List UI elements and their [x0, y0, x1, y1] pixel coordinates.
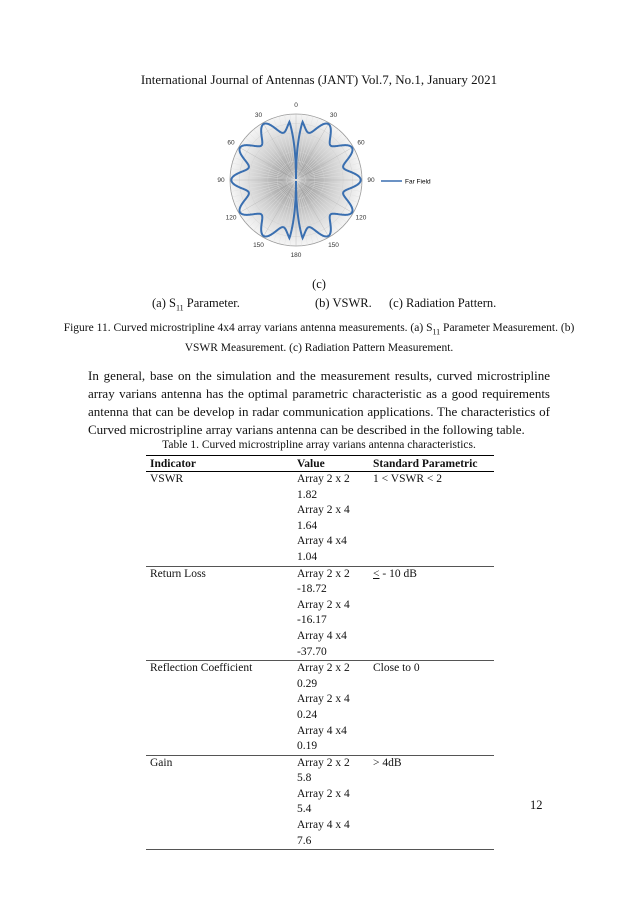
characteristics-table [146, 455, 494, 850]
value-line: -16.17 [297, 614, 327, 627]
polar-angle-label: 30 [329, 112, 338, 120]
table-row [146, 755, 494, 850]
value-cell [293, 661, 369, 756]
value-line: Array 4 x 4 [297, 819, 350, 832]
polar-grid [230, 114, 362, 246]
standard-symbol: < [373, 567, 380, 580]
table-row [146, 566, 494, 661]
value-line: 5.8 [297, 772, 312, 785]
table-row [146, 472, 494, 567]
figure-caption: Figure 11. Curved microstripline 4x4 array varians antenna measurements. (a) $S_{11}$ Parameter Measurement. (b) VSWR Measurement. (c) Radiation Pattern Measurement. [63, 322, 575, 355]
value-line: Array 4 x4 [297, 629, 347, 642]
value-cell [293, 472, 369, 567]
polar-angle-label: 180 [290, 252, 302, 260]
value-line: Array 2 x 4 [297, 504, 350, 517]
standard-text: 1 < VSWR < 2 [373, 473, 442, 485]
indicator-cell: Gain [146, 755, 293, 850]
standard-cell [369, 472, 494, 567]
subcaption-c: (c) Radiation Pattern. [389, 296, 497, 310]
polar-angle-label: 60 [227, 139, 235, 147]
value-line: Array 4 x4 [297, 535, 347, 548]
value-cell [293, 755, 369, 850]
polar-angle-label: 30 [254, 112, 263, 120]
column-header: Standard Parametric [369, 456, 494, 472]
indicator-cell: Return Loss [146, 566, 293, 661]
table-row [146, 661, 494, 756]
value-line: 5.4 [297, 803, 312, 816]
value-line: 1.04 [297, 550, 318, 563]
polar-angle-label: 120 [225, 214, 237, 222]
value-line: 0.24 [297, 708, 318, 721]
value-line: 0.29 [297, 677, 318, 690]
value-line: Array 2 x 2 [297, 662, 350, 675]
figure-panel-label: (c) [312, 277, 326, 291]
legend-label: Far Field [405, 178, 431, 186]
polar-angle-label: 150 [253, 242, 264, 250]
value-line: Array 2 x 4 [297, 693, 350, 706]
polar-angle-label: 90 [217, 177, 225, 185]
column-header: Value [293, 456, 369, 472]
value-line: Array 2 x 2 [297, 567, 350, 580]
standard-cell [369, 661, 494, 756]
polar-angle-label: 90 [367, 177, 375, 185]
value-line: -37.70 [297, 645, 327, 658]
polar-angle-label: 120 [355, 214, 367, 222]
table-caption: Table 1. Curved microstripline array varians antenna characteristics. [162, 439, 476, 451]
standard-text: - 10 dB [379, 567, 417, 580]
value-line: Array 2 x 2 [297, 756, 350, 769]
running-header: International Journal of Antennas (JANT) Vol.7, No.1, January 2021 [140, 72, 498, 87]
value-line: -18.72 [297, 583, 327, 596]
subcaption-a: (a) $S_{11}$ Parameter. [152, 296, 240, 313]
standard-cell [369, 755, 494, 850]
body-paragraph: In general, base on the simulation and the measurement results, curved microstripline array varians antenna has the optimal parametric characteristic as a good requirements antenna that can be develop in radar communication applications. The characteristics of Curved microstripline array varians antenna can be described in the following table. [88, 368, 550, 437]
value-line: Array 2 x 4 [297, 787, 350, 800]
radiation-pattern-polar-plot [0, 92, 460, 264]
page-number: 12 [530, 798, 543, 812]
column-header: Indicator [146, 456, 293, 472]
value-cell [293, 566, 369, 661]
polar-angle-label: 150 [328, 242, 339, 250]
indicator-cell: Reflection Coefficient [146, 661, 293, 756]
value-line: 1.64 [297, 519, 318, 532]
value-line: Array 4 x4 [297, 724, 347, 737]
indicator-cell: VSWR [146, 472, 293, 567]
value-line: Array 2 x 4 [297, 598, 350, 611]
value-line: 0.19 [297, 740, 318, 753]
table-header-row [146, 456, 494, 472]
polar-angle-label: 0 [294, 102, 298, 110]
standard-cell [369, 566, 494, 661]
value-line: 1.82 [297, 488, 318, 501]
standard-text: Close to 0 [373, 662, 420, 675]
polar-angle-label: 60 [357, 139, 365, 147]
value-line: Array 2 x 2 [297, 473, 350, 485]
standard-text: > 4dB [373, 756, 402, 769]
subcaption-b: (b) VSWR. [315, 296, 372, 310]
value-line: 7.6 [297, 834, 312, 847]
